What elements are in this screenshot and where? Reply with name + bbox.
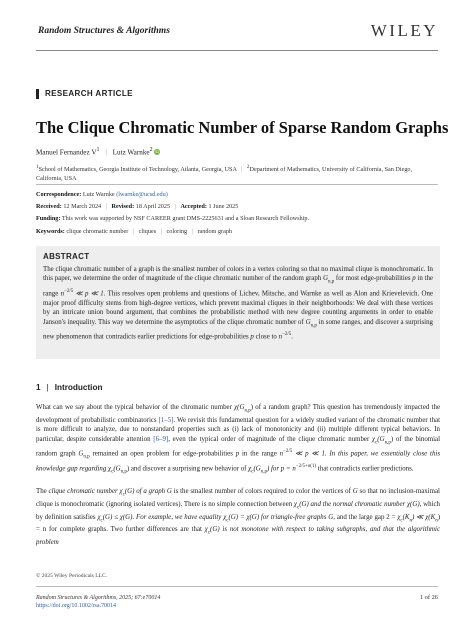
- math-symbol: n: [292, 465, 296, 473]
- math-subscript: n,p: [120, 470, 127, 476]
- text-fragment: , and the large gap 2 =: [333, 513, 398, 521]
- affiliation-text: School of Mathematics, Georgia Institute of Technology, Atlanta, Georgia, USA: [38, 166, 237, 174]
- math-subscript: c: [100, 517, 103, 523]
- math-superscript: −2/5+o(1): [295, 464, 317, 470]
- text-fragment: . We revisit this fundamental question for a widely studied variant of the chromatic number that is more difficult to analyze, due to nonstandard properties such as (i) lack of monotonicity and (ii) multiple different typical behaviors. In particular, despite considerable attention: [36, 416, 440, 443]
- intro-paragraph-2: [36, 487, 440, 548]
- funding-text: This work was supported by NSF CAREER grant DMS-2225631 and a Sloan Research Fellowship.: [61, 215, 309, 222]
- text-fragment: in the range: [239, 450, 280, 458]
- math-expression: χ(G: [234, 404, 245, 411]
- affiliation-marker: 1: [96, 147, 100, 153]
- abstract-fragment: close to: [253, 333, 279, 341]
- math-superscript: −2/5: [283, 449, 293, 455]
- affiliation-marker: 2: [246, 164, 250, 170]
- math-expression: (G) = χ(G) for triangle-free graphs: [228, 513, 329, 521]
- math-symbol: χ: [248, 465, 252, 473]
- text-fragment: remained an open problem for edge-probabilities: [89, 450, 236, 458]
- abstract-fragment: The clique chromatic number of a graph is the smallest number of colors in a vertex coloring so that no maximal clique is monochromatic. In this paper, we determine the order of magnitude of the clique chromatic number of the random graph: [43, 266, 433, 283]
- text-fragment: The: [36, 488, 49, 495]
- math-expression: ≪ p ≪ 1: [73, 290, 104, 298]
- keyword-separator: |: [160, 228, 162, 235]
- author-separator: |: [105, 148, 107, 157]
- text-fragment: ) = n for complete graphs. Two further differences are that: [36, 513, 440, 534]
- math-symbol: χ: [119, 488, 123, 495]
- affiliation-separator: |: [241, 166, 243, 174]
- section-separator: |: [46, 383, 49, 392]
- page-number: 1 of 26: [419, 594, 438, 601]
- abstract-fragment: in the range: [43, 275, 433, 298]
- journal-name[interactable]: Random Structures & Algorithms: [38, 26, 170, 36]
- footer-citation: [36, 594, 160, 610]
- email-link[interactable]: (lwarnke@ucsd.edu): [116, 191, 168, 198]
- math-subscript: c: [251, 470, 254, 476]
- math-symbol: G: [352, 488, 358, 495]
- math-subscript: c: [226, 517, 229, 523]
- math-symbol: χ: [397, 513, 401, 521]
- math-expression: (G) of a graph: [124, 488, 167, 495]
- revised-label: Revised:: [111, 203, 135, 210]
- abstract-fragment: .: [291, 333, 293, 341]
- date-separator: |: [105, 203, 107, 210]
- math-expression: (G) is not monotone with respect to taking subgraphs, and that the algorithmic problem: [36, 526, 441, 547]
- abstract-text: [43, 265, 433, 342]
- keyword[interactable]: coloring: [166, 228, 188, 235]
- copyright-notice: © 2025 Wiley Periodicals LLC.: [36, 573, 108, 579]
- text-fragment: ) and discover a surprising new behavior of: [126, 465, 249, 473]
- correspondence-name: Lutz Warnke: [82, 191, 115, 198]
- keywords: [36, 228, 232, 235]
- math-expression: (K: [402, 513, 410, 521]
- text-fragment: ) of a random graph? This question has tremendously impacted the development of probabilistic combinatorics: [36, 404, 441, 424]
- orcid-icon[interactable]: iD: [155, 149, 160, 155]
- correspondence: [36, 191, 168, 198]
- accepted-date: 1 June 2025: [208, 203, 239, 210]
- author-list: [36, 147, 160, 156]
- math-subscript: c: [375, 439, 378, 445]
- affiliation-text: Department of Mathematics, University of California, San Diego, California, USA: [36, 166, 413, 183]
- author-name[interactable]: Lutz Warnke: [112, 148, 150, 157]
- math-symbol: G: [328, 513, 334, 521]
- math-symbol: χ: [204, 526, 208, 534]
- math-symbol: p: [235, 450, 240, 458]
- math-subscript: n,p: [310, 323, 317, 329]
- math-symbol: p: [412, 275, 416, 283]
- math-expression: ) for p =: [266, 465, 293, 473]
- keyword[interactable]: random graph: [197, 228, 233, 235]
- text-fragment: that contradicts earlier predictions.: [316, 465, 414, 473]
- math-subscript: c: [296, 505, 300, 511]
- math-symbol: p: [250, 333, 254, 341]
- math-subscript: n,p: [244, 408, 251, 414]
- text-fragment: is the smallest number of colors required to color the vertices of: [171, 488, 353, 495]
- math-expression: ≪ p ≪ 1. In this paper, we essentially close this knowledge gap regarding: [36, 450, 441, 473]
- abstract-fragment: . This resolves open problems and questions of Lichev, Mitsche, and Warnke as well as Alon and Krievelevich. One major proof difficulty stems from high-degree vertices, which prevent maximal cliques in their neighborhoods: We deal with these vertices by an intricate union bound argument, that combines the probabilistic method with new degree counting arguments in order to enable Janson's inequality. This way we determine the asymptotics of the clique chromatic number of: [43, 290, 433, 326]
- section-number: 1: [36, 383, 41, 392]
- affiliations: [36, 163, 440, 183]
- abstract-fragment: in some ranges, and discover a surprising new phenomenon that contradicts earlier predictions for edge-probabilities: [43, 318, 433, 341]
- math-subscript: n,p: [384, 439, 391, 445]
- received-date: 12 March 2024: [63, 203, 102, 210]
- text-fragment: so that no inclusion-maximal clique is monochromatic (ignoring isolated vertices). There is no simple connection between: [36, 488, 440, 508]
- abstract-heading: ABSTRACT: [43, 252, 90, 261]
- math-expression: χ(G): [407, 500, 420, 508]
- math-expression: ) ≪ χ(K: [412, 513, 436, 521]
- keyword[interactable]: cliques: [138, 228, 157, 235]
- header-divider: [36, 50, 438, 51]
- math-subscript: n: [435, 517, 438, 523]
- text-fragment: ) of the binomial random graph: [36, 435, 441, 458]
- math-symbol: G: [166, 488, 172, 495]
- math-symbol: χ: [293, 500, 297, 508]
- doi-link[interactable]: https://doi.org/10.1002/rsa.70014: [36, 603, 117, 609]
- section-heading: [36, 383, 102, 392]
- footer-divider: [36, 586, 438, 587]
- math-symbol: G: [305, 318, 311, 326]
- math-expression: (G) ≤ χ(G). For example, we have equality: [102, 513, 224, 521]
- received-label: Received:: [36, 203, 62, 210]
- text-fragment: , which by definition satisfies: [36, 500, 440, 521]
- meta-divider: [36, 184, 438, 185]
- math-expression: (G: [377, 435, 385, 443]
- math-symbol: n: [279, 450, 284, 458]
- section-title: Introduction: [54, 383, 103, 392]
- math-subscript: c: [207, 530, 211, 536]
- funding: [36, 215, 309, 222]
- author-name[interactable]: Manuel Fernandez V: [36, 148, 97, 157]
- article-type-label: RESEARCH ARTICLE: [36, 89, 133, 99]
- math-symbol: n: [278, 333, 283, 341]
- keyword-separator: |: [191, 228, 193, 235]
- intro-paragraph-1: [36, 403, 440, 478]
- math-expression: (G: [113, 465, 121, 473]
- abstract-fragment: for most edge-probabilities: [334, 275, 413, 283]
- math-symbol: G: [78, 450, 84, 458]
- correspondence-label: Correspondence:: [36, 191, 82, 198]
- keywords-label: Keywords:: [36, 228, 65, 235]
- publisher-logo[interactable]: WILEY: [370, 21, 438, 40]
- affiliation-marker: 1: [36, 164, 39, 170]
- article-dates: [36, 203, 238, 210]
- abstract-box: [36, 246, 440, 359]
- keyword-separator: |: [132, 228, 135, 235]
- journal-citation: Random Structures & Algorithms, 2025; 67:e70014: [36, 595, 161, 601]
- math-symbol: χ: [223, 513, 227, 521]
- math-symbol: n: [60, 290, 65, 298]
- funding-label: Funding:: [36, 215, 61, 222]
- math-subscript: n,p: [260, 470, 267, 476]
- revised-date: 18 April 2025: [135, 203, 171, 210]
- article-title: The Clique Chromatic Number of Sparse Random Graphs: [36, 118, 449, 137]
- math-symbol: G: [322, 275, 328, 283]
- math-subscript: c: [111, 470, 114, 476]
- math-symbol: χ: [108, 465, 112, 473]
- math-expression: (G) and the normal chromatic number: [299, 500, 408, 508]
- date-separator: |: [174, 203, 176, 210]
- citation-link[interactable]: [1–5]: [158, 416, 174, 424]
- math-subscript: c: [122, 492, 125, 498]
- math-symbol: χ: [97, 513, 101, 521]
- math-subscript: n: [409, 517, 413, 523]
- keyword[interactable]: clique chromatic number: [66, 228, 129, 235]
- math-subscript: c: [400, 517, 403, 523]
- text-fragment: , even the typical order of magnitude of the clique chromatic number: [168, 435, 373, 443]
- emphasized-term: clique chromatic number: [48, 488, 118, 495]
- math-superscript: −2/5: [282, 332, 292, 338]
- accepted-label: Accepted:: [180, 203, 207, 210]
- math-symbol: χ: [372, 435, 376, 443]
- math-subscript: n,p: [83, 455, 90, 461]
- math-superscript: −2/5: [64, 289, 74, 295]
- math-subscript: n,p: [327, 279, 335, 285]
- affiliation-marker: 2: [149, 147, 153, 153]
- math-expression: (G: [253, 465, 261, 473]
- text-fragment: What can we say about the typical behavior of the chromatic number: [36, 404, 235, 411]
- citation-link[interactable]: [6–9]: [153, 435, 169, 443]
